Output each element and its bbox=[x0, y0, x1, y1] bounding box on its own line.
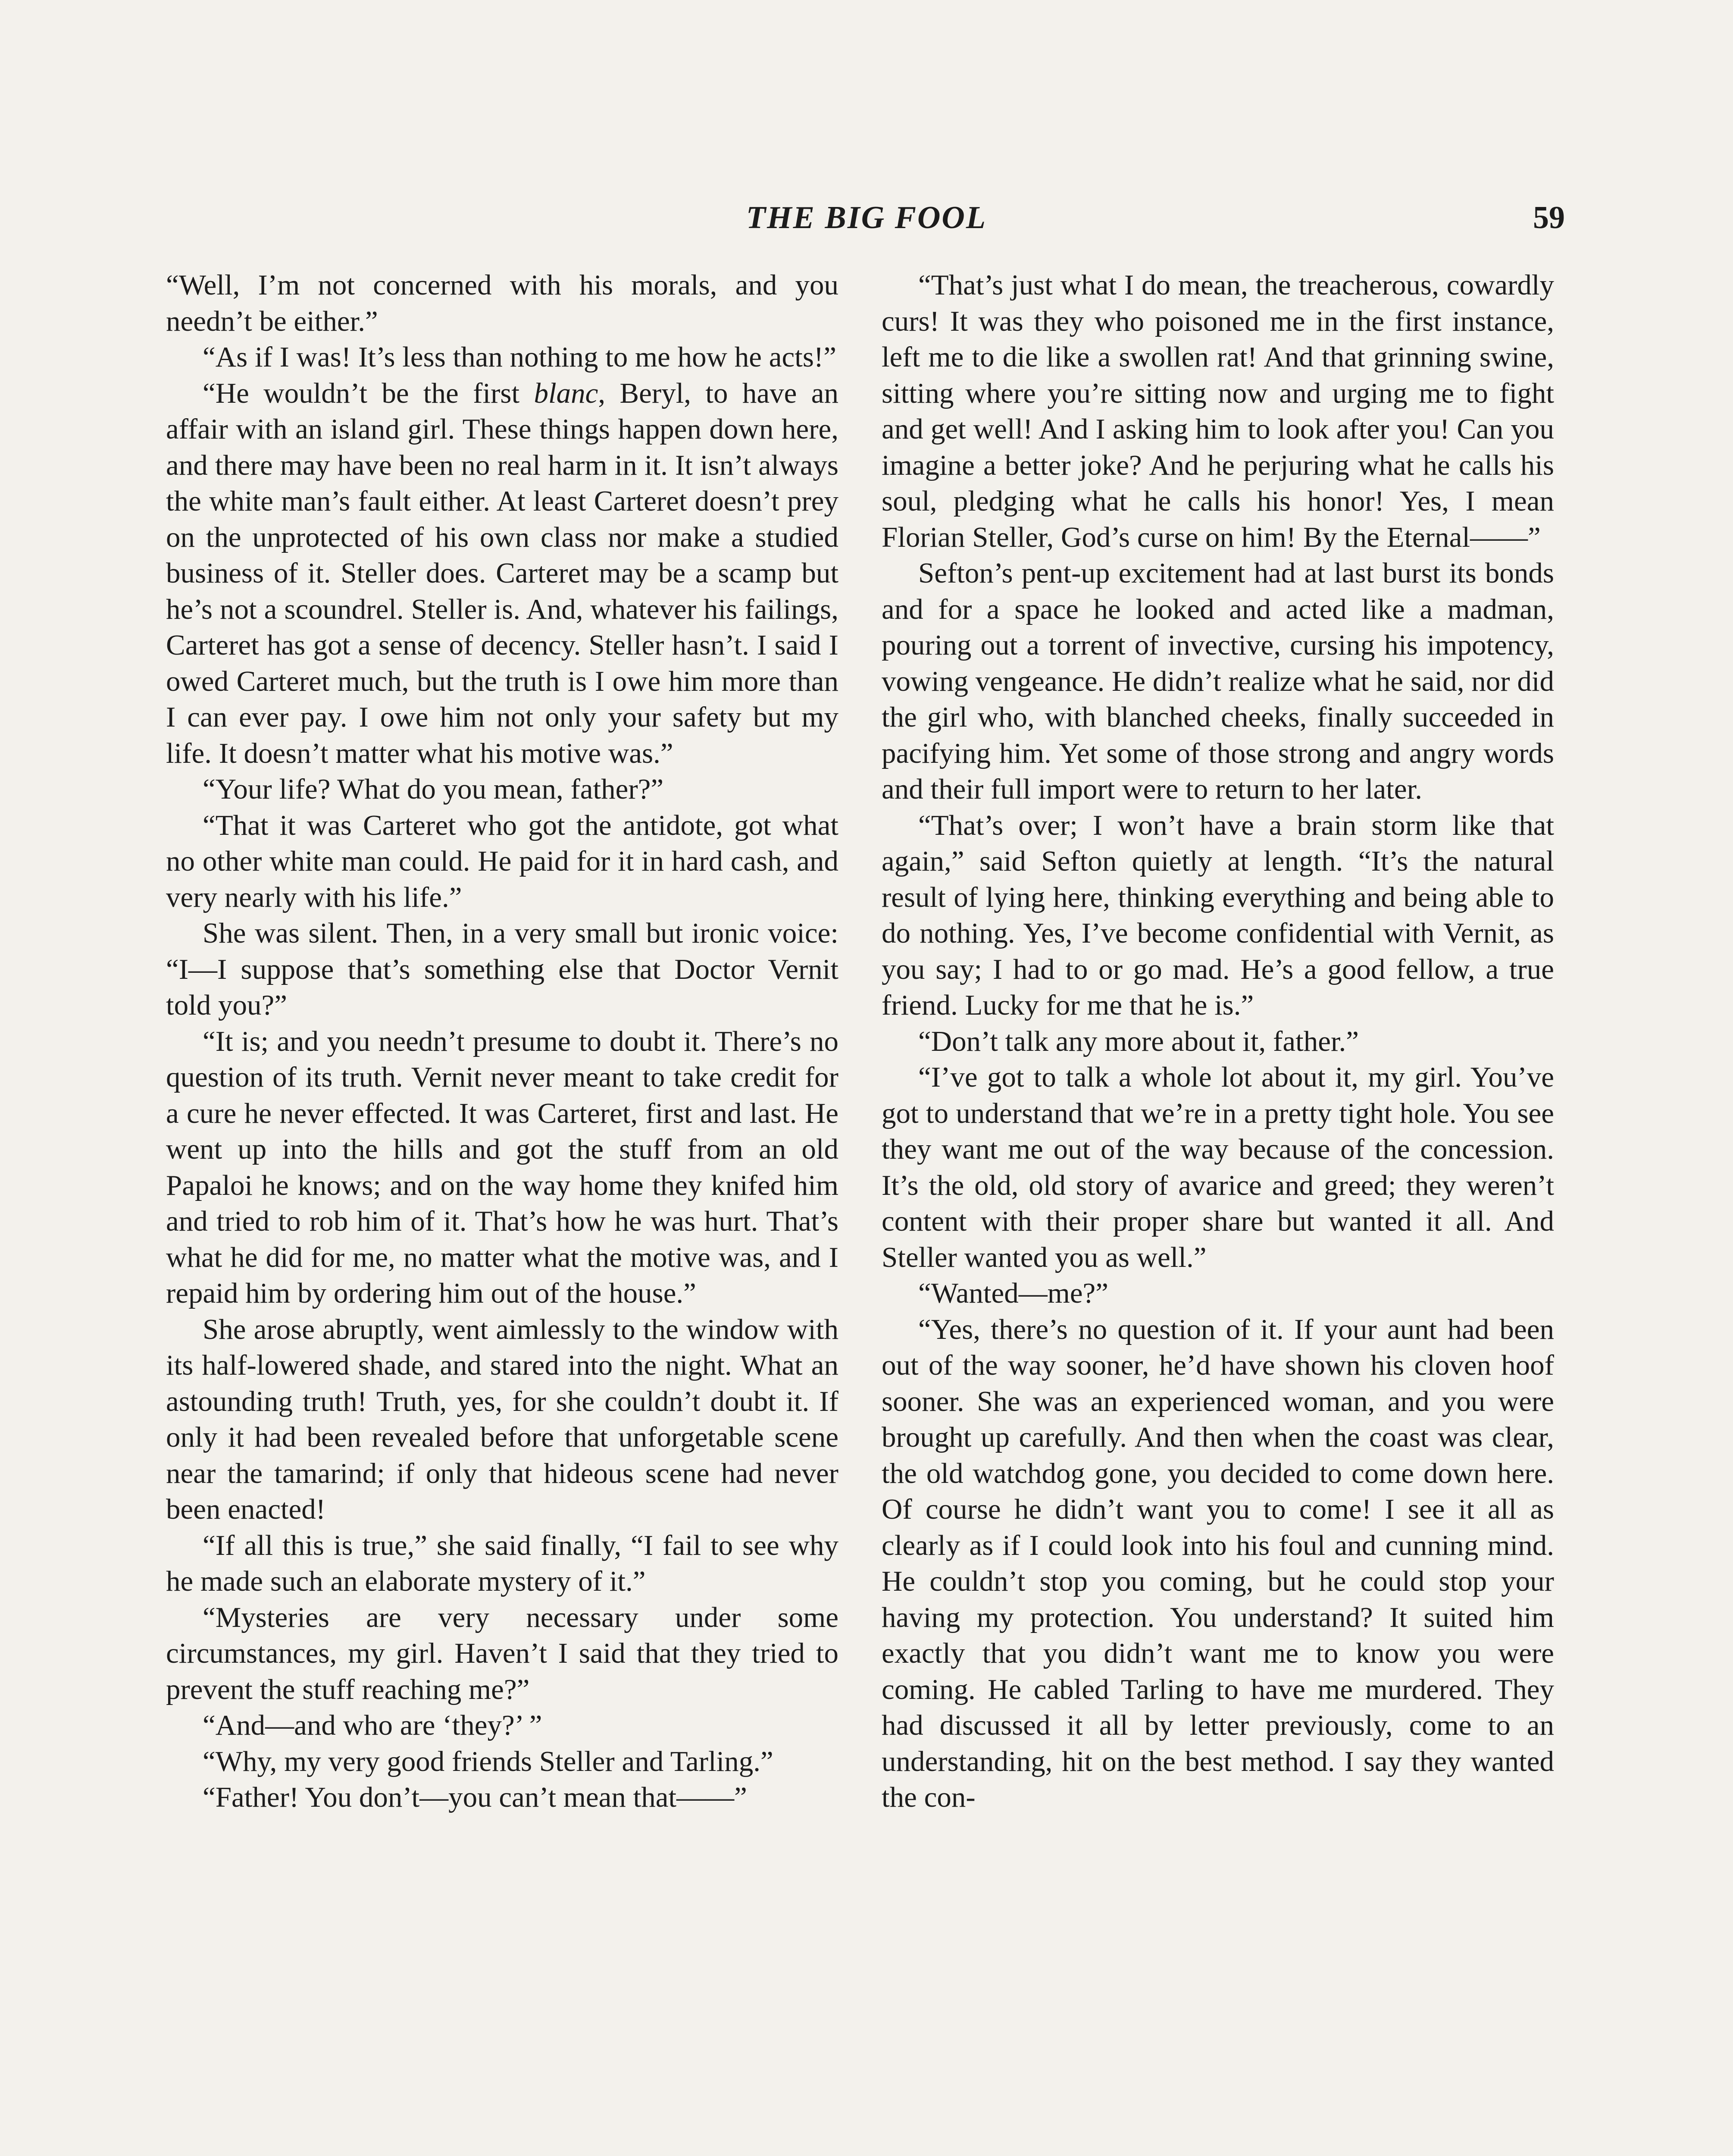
paragraph: “He wouldn’t be the first blanc, Beryl, to have an affair with an island girl. These things happen down here, and there may have been no real harm in it. It isn’t always the white man’s fault either. At least Carteret doesn’t prey on the unprotected of his own class nor make a studied business of it. Steller does. Carteret may be a scamp but he’s not a scoundrel. Steller is. And, whatever his failings, Carteret has got a sense of decency. Steller hasn’t. I said I owed Carteret much, but the truth is I owe him more than I can ever pay. I owe him not only your safety but my life. It doesn’t matter what his motive was.” bbox=[166, 377, 839, 769]
paragraph: “Your life? What do you mean, father?” bbox=[203, 773, 664, 805]
paragraph: She arose abruptly, went aimlessly to the window with its half-lowered shade, and stared into the night. What an astounding truth! Truth, yes, for she couldn’t doubt it. If only it had been revealed before that unforgetable scene near the tamarind; if only that hideous scene had never been enacted! bbox=[166, 1313, 838, 1525]
page-number: 59 bbox=[1533, 200, 1565, 235]
paragraph: “That’s just what I do mean, the treacherous, cowardly curs! It was they who poisoned me in the first instance, left me to die like a swollen rat! And that grinning swine, sitting where you’re sitting now and urging me to fight and get well! And I asking him to look after you! Can you imagine a better joke? And he perjuring what he calls his soul, pledging what he calls his honor! Yes, I mean Florian Steller, God’s curse on him! By the Eternal——” bbox=[882, 269, 1554, 553]
paragraph: “Wanted—me?” bbox=[918, 1277, 1109, 1309]
paragraph: “I’ve got to talk a whole lot about it, my girl. You’ve got to understand that we’re in a pretty tight hole. You see they want me out of the way because of the concession. It’s the old, old story of avarice and greed; they weren’t content with their proper share but wanted it all. And Steller wanted you as well.” bbox=[882, 1061, 1554, 1273]
paragraph: “Father! You don’t—you can’t mean that——” bbox=[203, 1781, 747, 1813]
paragraph: “If all this is true,” she said finally, “I fail to see why he made such an elaborate mystery of it.” bbox=[166, 1529, 838, 1597]
paragraph: “Don’t talk any more about it, father.” bbox=[918, 1025, 1359, 1057]
running-head bbox=[168, 192, 1565, 244]
paragraph: “Why, my very good friends Steller and Tarling.” bbox=[203, 1745, 773, 1777]
paragraph: “And—and who are ‘they?’ ” bbox=[203, 1709, 542, 1741]
paragraph: “Well, I’m not concerned with his morals, and you needn’t be either.” bbox=[166, 269, 838, 337]
right-column bbox=[882, 267, 1554, 1816]
paragraph: “It is; and you needn’t presume to doubt it. There’s no question of its truth. Vernit never meant to take credit for a cure he never effected. It was Carteret, first and last. He went up into the hills and got the stuff from an old Papaloi he knows; and on the way home they knifed him and tried to rob him of it. That’s how he was hurt. That’s what he did for me, no matter what the motive was, and I repaid him by ordering him out of the house.” bbox=[166, 1025, 838, 1309]
paragraph: “Yes, there’s no question of it. If your aunt had been out of the way sooner, he’d have shown his cloven hoof sooner. She was an experienced woman, and you were brought up carefully. And then when the coast was clear, the old watchdog gone, you decided to come down here. Of course he didn’t want you to come! I see it all as clearly as if I could look into his foul and cunning mind. He couldn’t stop you coming, but he could stop your having my protection. You understand? It suited him exactly that you didn’t want me to know you were coming. He cabled Tarling to have me murdered. They had discussed it all by letter previously, come to an understanding, hit on the best method. I say they wanted the con- bbox=[882, 1313, 1554, 1813]
paragraph: “That’s over; I won’t have a brain storm like that again,” said Sefton quietly at length. “It’s the natural result of lying here, thinking everything and being able to do nothing. Yes, I’ve become confidential with Vernit, as you say; I had to or go mad. He’s a good fellow, a true friend. Lucky for me that he is.” bbox=[882, 809, 1554, 1021]
paragraph: “That it was Carteret who got the antidote, got what no other white man could. He paid for it in hard cash, and very nearly with his life.” bbox=[166, 809, 838, 913]
left-column bbox=[166, 267, 838, 1816]
running-title: THE BIG FOOL bbox=[746, 200, 987, 235]
paragraph: Sefton’s pent-up excitement had at last burst its bonds and for a space he looked and acted like a madman, pouring out a torrent of invective, cursing his impotency, vowing vengeance. He didn’t realize what he said, nor did the girl who, with blanched cheeks, finally succeeded in pacifying him. Yet some of those strong and angry words and their full import were to return to her later. bbox=[882, 557, 1554, 805]
paragraph: She was silent. Then, in a very small but ironic voice: “I—I suppose that’s something else that Doctor Vernit told you?” bbox=[166, 917, 838, 1021]
paragraph: “Mysteries are very necessary under some circumstances, my girl. Haven’t I said that they tried to prevent the stuff reaching me?” bbox=[166, 1601, 838, 1705]
paragraph: “As if I was! It’s less than nothing to me how he acts!” bbox=[203, 341, 836, 373]
